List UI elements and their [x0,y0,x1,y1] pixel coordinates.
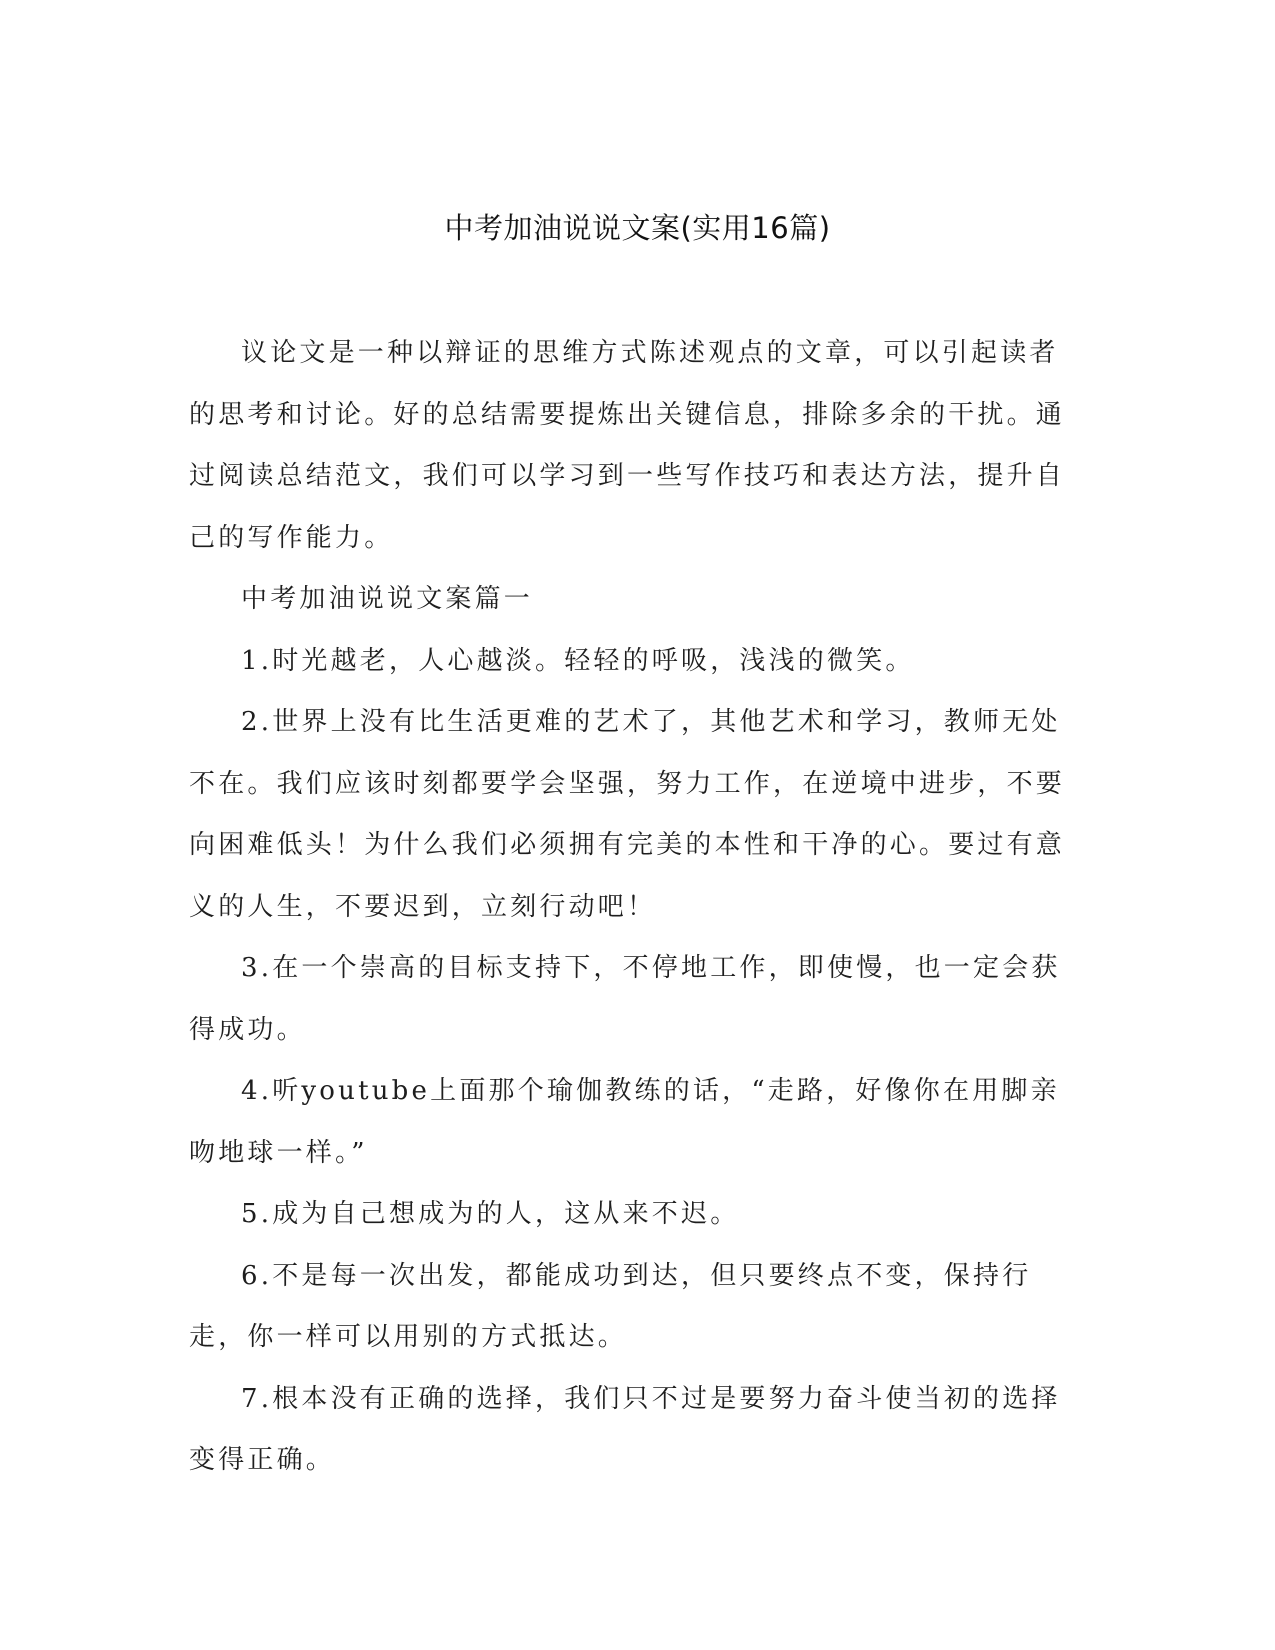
intro-paragraph: 议论文是一种以辩证的思维方式陈述观点的文章，可以引起读者的思考和讨论。好的总结需要提炼出关键信息，排除多余的干扰。通过阅读总结范文，我们可以学习到一些写作技巧和表达方法，提升自己的写作能力。 [189,338,1066,553]
list-item: 5.成为自己想成为的人，这从来不迟。 [241,1199,740,1229]
section-heading: 中考加油说说文案篇一 [241,584,534,614]
document-title: 中考加油说说文案(实用16篇) [444,211,831,245]
list-item: 7.根本没有正确的选择，我们只不过是要努力奋斗使当初的选择变得正确。 [189,1383,1061,1475]
list-item: 6.不是每一次出发，都能成功到达，但只要终点不变，保持行走，你一样可以用别的方式抵达。 [189,1260,1032,1352]
list-item: 4.听youtube上面那个瑜伽教练的话，“走路，好像你在用脚亲吻地球一样。” [189,1076,1060,1168]
document-body [189,323,1079,1492]
list-item: 2.世界上没有比生活更难的艺术了，其他艺术和学习，教师无处不在。我们应该时刻都要学会坚强，努力工作，在逆境中进步，不要向困难低头！为什么我们必须拥有完美的本性和干净的心。要过有意义的人生，不要迟到，立刻行动吧！ [189,707,1066,922]
list-item: 3.在一个崇高的目标支持下，不停地工作，即使慢，也一定会获得成功。 [189,953,1061,1045]
list-item: 1.时光越老，人心越淡。轻轻的呼吸，浅浅的微笑。 [241,645,915,676]
